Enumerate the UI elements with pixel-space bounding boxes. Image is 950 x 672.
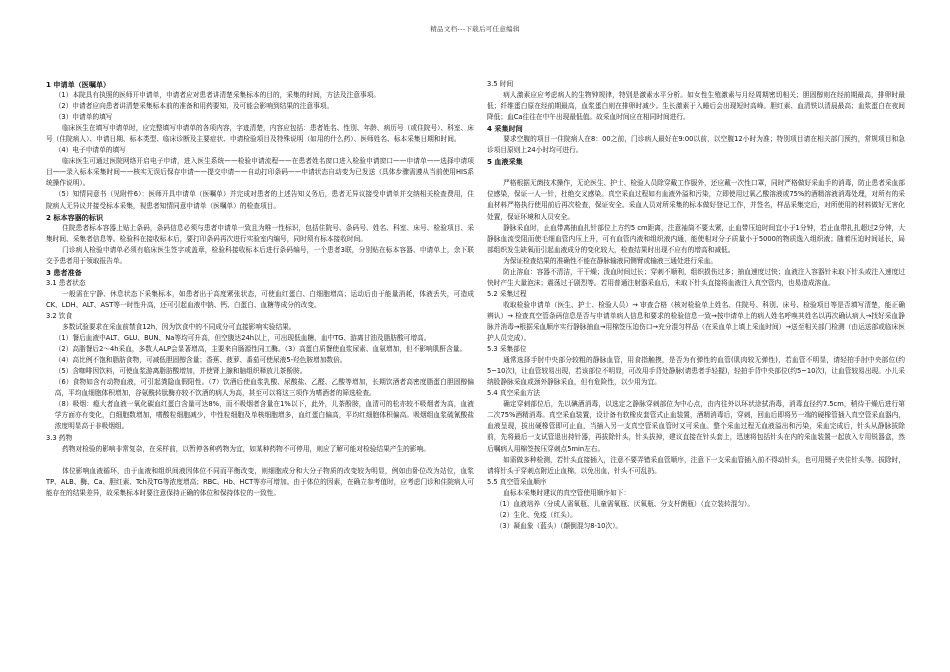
paragraph: 防止溶血：容器不清洁，干干燥；泼血时间过长；穿刺不顺利，组织损伤过多；抽血速度过快；血液注入容器针未取下针头或注入速度过快时产生大量泡沫；震荡过于剧烈等。若用普通注射器采血后，未取下针头直接将血液注入真空管内，也易造成溶血。 xyxy=(487,267,905,287)
paragraph: 血标本采集时建议的真空管使用顺序如下： xyxy=(503,488,631,497)
paragraph: 如需做多种检测，若针头直接插入，注意不要弄错采血管顺序，注意下一支采血管插入前不得动针头，也可用镊子夹住针头等。拔除时，请将针头于穿刺点附近止血棉，以免出血，针头不可乱扔。 xyxy=(487,455,905,475)
list-item: （6）食物如含有动物血液，可引起粪隐血假阳性。（7）饮酒后使血浆乳酸、尿酸盐、乙醛、乙酸等增加，长期饮酒者高密度脂蛋白胆固醇偏高，平均血细胞体积增加，谷氨酰转肽酶亦较不饮酒的病人为高，甚至可以将这三项作为嗜酒者的筛选检查。 xyxy=(54,378,474,398)
list-item: （4）高比例不饱和脂肪食物，可减低胆固醇含量；香蕉、菠萝、番茄可使尿液5-羟色胺增加数倍。 xyxy=(54,356,347,365)
list-item: （1）餐后血液中ALT、GLU、BUN、Na等均可升高，但空腹达24h以上，可出现低血糖，血中TG、游离甘油及脂肪酸可增高。 xyxy=(54,334,431,343)
paragraph: 临床医生可通过医院网络开启电子申请，进入医生系统——检验申请流程——在患者姓名窗口进入检验申请窗口——申请单——选择申请项目——录入标本采集时间——核实无误后保存申请——提交申请——自动打印条码——申请状态自动变为已发送（具体步骤需遵从当前使用HIS系统操作说明）。 xyxy=(46,157,474,188)
section-heading: 1 申请单（医嘱单） xyxy=(46,80,111,89)
list-item: （1）血液培养（分成人需氧瓶、儿童需氧瓶、厌氧瓶、分支杆菌瓶）（直立装转混匀）。 xyxy=(495,499,755,508)
list-item: （5）含咖啡因饮料，可使血浆游离脂肪酸增加，并使肾上腺和脑组织释放儿茶酚胺。 xyxy=(54,367,307,376)
paragraph: （3）申请单的填写 xyxy=(54,113,113,122)
paragraph: （5）知情同意书（见附件6）：医师开具申请单（医嘱单）并完成对患者的上述告知义务后，患者无异议接受申请单并交纳相关检查费用，住院病人无异议并接受标本采集，视患者知情同意申请单（医嘱单）的检查项目。 xyxy=(46,190,474,210)
subsection-heading: 5.2 采集过程 xyxy=(487,289,527,298)
paragraph: 静脉采血时，止血带离抽血扎针部位上方约5 cm距离，注意袖筒不要太紧，止血带压迫时间宜小于1分钟，若止血带扎扎超过2分钟，大静脉血流受阻而使毛细血管内压上升，可有血管内液和组织液内通，能使相对分子质量小于5000的物质逸入组织液；随着压迫时间延长，局部组织发生缺氧而引起血液成分的变化较大，检查结果时出现不应有的增高和减低。 xyxy=(487,223,905,254)
paragraph: 住院患者标本容器上贴上条码，条码信息必须与患者申请单一致且为唯一性标识，包括住院号、条码号、姓名、科室、床号、检验项目、采集时间、采集者信息等。检验科在接收标本后，要打印条码再次进行实验室内编号，同时须有标本接收时间。 xyxy=(46,223,474,243)
paragraph: 病人激素应应考虑病人的生物钟规律，特别是激素水平分析。如女性生殖激素与月经周期密切相关；胆固醇则在经前期最高，排卵时最低；纤维蛋白原在经前期最高，血浆蛋白则在排卵时减少。生长激素于入睡后会出现短时高峰。胆红素、血清铁以清晨最高；血浆蛋白在夜间降低；血Ca往往在中午出现最低值。故采血时间应在相同时间进行。 xyxy=(487,91,905,122)
paragraph: 药物对检验的影响非常复杂，在采样前，以暂停各种药物为宜，如某种药物不可停用，则应了解可能对检验结果产生的影响。 xyxy=(62,444,430,453)
subsection-heading: 5.4 真空采血方法 xyxy=(487,389,540,398)
paragraph: 临床医生在填写申请单时，应完整填写申请单的各项内容，字迹清楚，内容应包括：患者姓名、性别、年龄、病历号（或住院号）、科室、床号（住院病人）、申请日期、标本类型、临床诊断及主要症状、申请检验项目及特殊说明（如用的什么药）、医师姓名、标本采集日期和时间。 xyxy=(46,124,474,144)
paragraph: 要求空腹的项目一住院病人在8：00之前，门诊病人最好在9:00以前，以空腹12小时为准；特别项目请在相关部门预约，常规项目和急诊项目原则上24小时均可进行。 xyxy=(487,135,905,155)
paragraph: 体位影响血液循环，由于血液和组织间液因体位不同而平衡改变，则细胞成分和大分子物质的改变较为明显，例如由卧位改为站位，血浆TP、ALB、酶、Ca、胆红素、Tch及TG等浓度增高；RBC、Hb、HCT等亦可增加。由于体位的因素，在确立参考值时，应考虑门诊和住院病人可能存在的结果差异，故采集标本时要注意保持正确的体位和保持体位的一致性。 xyxy=(46,466,474,497)
section-heading: 2 标本容器的标识 xyxy=(46,212,104,222)
list-item: （2）生化、免疫（红头）。 xyxy=(495,510,577,519)
paragraph: 确定穿刺部位后，先以碘酒消毒，以选定之静脉穿刺部位为中心点，由内往外以环状涂拭消毒，消毒直径约7.5cm，稍待干燥后进行第二次75%酒精消毒。真空采血装置，设计备有软橡皮套管式止血装置，酒精消毒后，穿刺，回血后即将另一端的硬橡管插入真空管采血器内，血液呈现，拔出硬橡管即可止血，当插入另一支真空管采血管时又可采血。整个采血过程无血液溢出和污染，采血完成后，针头从静脉拔除前，先将最后一支试管退出持针器，再拔除针头，针头拔掉，建议直接在针头套上，迅速将包括针头在内的采血装置一起放入专用锐器盒，然后嘱病人用棉签按压穿刺点5min左右。 xyxy=(487,400,905,453)
paragraph: 门诊病人检验申请单必须有临床医生签字或盖章，检验科接收标本后进行条码编号，一个患者3联，分别贴在标本容器、申请单上，余下联交予患者用于领取报告单。 xyxy=(46,245,474,265)
section-heading: 5 血液采集 xyxy=(487,157,523,167)
list-item: （8）吸烟：瘾大者血液一氧化碳血红蛋白含量可达8%，而不吸烟者含量在1%以下，此外，儿茶酚胺，血清可的松亦较不吸烟者为高，血液学方面亦有变化，白细胞数增加，嗜酸粒细胞减少，中性粒细胞及单核细胞增多，血红蛋白偏高，平均红细胞体积偏高。吸烟组血浆硫氰酸盐浓度明显高于非吸烟组。 xyxy=(54,400,474,431)
paragraph: 收取检验申请单（医生、护士、检验人员）→ 审查合格（核对检验单上姓名、住院号、科别、床号、检验项目等是否填写清楚，能正确辨认）→ 检查真空管条码信息是否与申请单病人信息和要求的检验信息一致→按申请单上的病人姓名呼唤其姓名以再次确认病人→找好采血静脉并消毒→根据采血顺序实行静脉抽血→用棉签压迫伤口→充分混匀样品（在采血单上填上采血时间）→送至相关部门检测（由运送部或临床医护人员完成）。 xyxy=(487,300,905,343)
subsection-heading: 5.5 真空管采血顺序 xyxy=(487,477,547,486)
paragraph: 一般需在宁静、休息状态下采集标本，如患者出于高度紧张状态，可使血红蛋白、白细胞增高；运动后由于能量消耗，体液丢失，可造成CK、LDH、ALT、AST等一时性升高，还可引起血液中钠、钙、白蛋白、血糖等成分的改变。 xyxy=(46,289,474,309)
list-item: （3）凝血象（蓝头）（颠倒混匀8-10次）。 xyxy=(495,521,623,530)
paragraph: （2）申请者应向患者讲清楚采集标本前的准备和用药要知，及可能会影响到结果的注意事项。 xyxy=(54,102,334,111)
left-column xyxy=(46,79,474,499)
subsection-heading: 3.2 饮食 xyxy=(46,311,73,320)
subsection-heading: 3.5 时间 xyxy=(487,80,514,88)
paragraph: 多数试验要求在采血前禁食12h，因为饮食中的不同成分可直接影响实验结果。 xyxy=(62,323,296,332)
paragraph: 为保证检查结果的准确性不能在静脉输液同侧臂或输液三通处进行采血。 xyxy=(503,256,718,265)
section-heading: 4 采集时间 xyxy=(487,124,523,134)
paragraph: （1）本院具有执照的医师开申请单，申请者应对患者讲清楚采集标本的目的，采集的时间，方法及注意事项。 xyxy=(54,91,380,100)
spacer xyxy=(46,455,474,466)
paragraph: （4）电子申请单的填写 xyxy=(54,146,126,155)
subsection-heading: 3.3 药物 xyxy=(46,433,73,442)
page-header: 精品文档---下载后可任意编辑 xyxy=(430,25,520,33)
paragraph: 严格根据无菌技术操作，无论医生、护士、检验人员除穿戴工作服外，还应戴一次性口罩，同时严格做好采血手的消毒，防止患者采血部位感染，保证一人一针，杜绝交叉感染。真空采血过程如有血液外溢和污染，立即使用过氧乙酸溶液或75%的酒精溶液消毒处理，对所有的采血材料严格执行使用前后再次检查，保证安全。采血人员对所采集的标本做好登记工作，并签名，样品采集完后，对所使用的材料做好无害化处置，保证环境和人员安全。 xyxy=(487,179,905,221)
list-item: （2）高脂餐后2～4h采血，多数人ALP会显著增高，主要来自肠源性同工酶。（3）高蛋白质餐使血浆尿素、血氨增加，但不影响肌酐含量。 xyxy=(54,345,467,354)
right-column xyxy=(487,79,905,532)
subsection-heading: 5.3 采集部位 xyxy=(487,345,527,354)
spacer xyxy=(487,167,905,178)
section-heading: 3 患者准备 xyxy=(46,267,82,277)
paragraph: 通常选择手肘中央部分较粗的静脉血管，用食指触摸，是否为有弹性的血管(肌肉较无弹性)，若血管不明显，请轻拍手肘中央部位(约5~10次)，让血管较易出现，若该部位不明显，可改用手背处静脉(请患者手轻握)，轻拍手背中央部位(约5~10次)，让血管较易出现。小儿采纳股静脉采血或颈外静脉采血，但有危险性，以少用为宜。 xyxy=(487,356,905,387)
subsection-heading: 3.1 患者状态 xyxy=(46,278,86,287)
